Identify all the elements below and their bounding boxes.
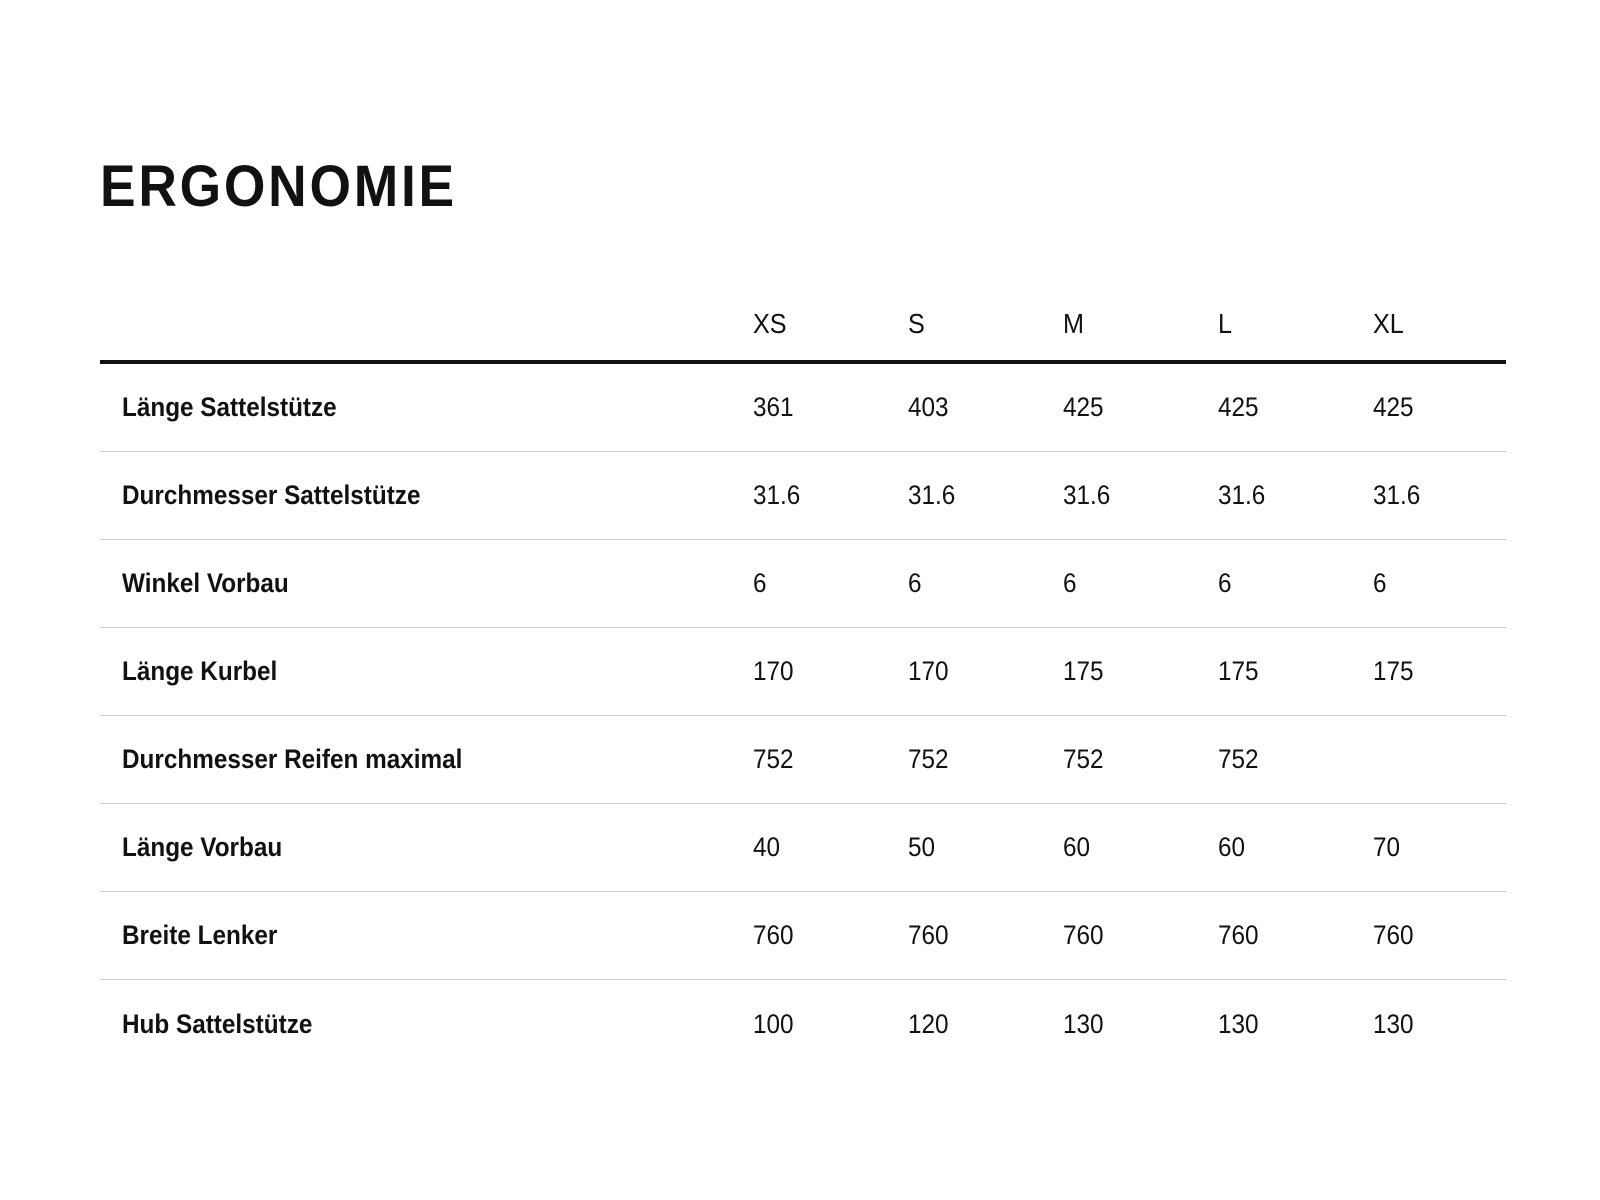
- table-cell: 403: [908, 392, 949, 422]
- table-cell: 752: [753, 744, 794, 774]
- table-row: [100, 452, 1506, 540]
- row-label: Länge Sattelstütze: [122, 392, 337, 422]
- row-label: Durchmesser Sattelstütze: [122, 480, 421, 510]
- size-header-xs: XS: [753, 308, 787, 339]
- table-row: [100, 980, 1506, 1068]
- table-cell: 31.6: [908, 480, 956, 510]
- table-cell: 175: [1373, 656, 1414, 686]
- table-cell: 425: [1218, 392, 1259, 422]
- table-cell: 60: [1218, 832, 1246, 862]
- table-cell: 752: [1063, 744, 1104, 774]
- table-cell: 130: [1218, 1008, 1259, 1039]
- row-label: Hub Sattelstütze: [122, 1008, 313, 1039]
- table-header-row: [100, 276, 1506, 364]
- table-cell: 100: [753, 1008, 794, 1039]
- size-header-xl: XL: [1373, 308, 1404, 339]
- row-label: Breite Lenker: [122, 920, 278, 950]
- table-cell: 70: [1373, 832, 1401, 862]
- size-header-l: L: [1218, 308, 1233, 339]
- table-cell: 760: [1063, 920, 1104, 950]
- row-label: Länge Kurbel: [122, 656, 278, 686]
- table-cell: 760: [1218, 920, 1259, 950]
- table-cell: 760: [1373, 920, 1414, 950]
- table-cell: 6: [753, 568, 767, 598]
- table-cell: 760: [753, 920, 794, 950]
- table-row: [100, 804, 1506, 892]
- table-cell: 752: [1218, 744, 1259, 774]
- table-row: [100, 364, 1506, 452]
- table-cell: 6: [908, 568, 922, 598]
- table-cell: 60: [1063, 832, 1091, 862]
- size-header-s: S: [908, 308, 925, 339]
- table-cell: 175: [1063, 656, 1104, 686]
- table-cell: 361: [753, 392, 794, 422]
- table-row: [100, 892, 1506, 980]
- table-cell: 31.6: [1063, 480, 1111, 510]
- table-cell: 6: [1218, 568, 1232, 598]
- table-cell: 120: [908, 1008, 949, 1039]
- table-cell: 752: [908, 744, 949, 774]
- ergonomics-table: [100, 276, 1506, 1068]
- row-label: Durchmesser Reifen maximal: [122, 744, 463, 774]
- row-label: Winkel Vorbau: [122, 568, 289, 598]
- table-cell: 175: [1218, 656, 1259, 686]
- table-cell: 130: [1373, 1008, 1414, 1039]
- table-row: [100, 540, 1506, 628]
- table-cell: 170: [908, 656, 949, 686]
- table-row: [100, 628, 1506, 716]
- table-cell: 6: [1373, 568, 1387, 598]
- table-cell: 6: [1063, 568, 1077, 598]
- table-cell: 170: [753, 656, 794, 686]
- table-cell: 50: [908, 832, 936, 862]
- table-cell: 425: [1063, 392, 1104, 422]
- table-cell: 425: [1373, 392, 1414, 422]
- size-header-m: M: [1063, 308, 1084, 339]
- table-row: [100, 716, 1506, 804]
- table-cell: 130: [1063, 1008, 1104, 1039]
- table-cell: 31.6: [1218, 480, 1266, 510]
- row-label: Länge Vorbau: [122, 832, 283, 862]
- table-cell: 760: [908, 920, 949, 950]
- table-cell: 31.6: [1373, 480, 1421, 510]
- page-title: ERGONOMIE: [100, 154, 457, 219]
- table-cell: 31.6: [753, 480, 801, 510]
- table-cell: 40: [753, 832, 781, 862]
